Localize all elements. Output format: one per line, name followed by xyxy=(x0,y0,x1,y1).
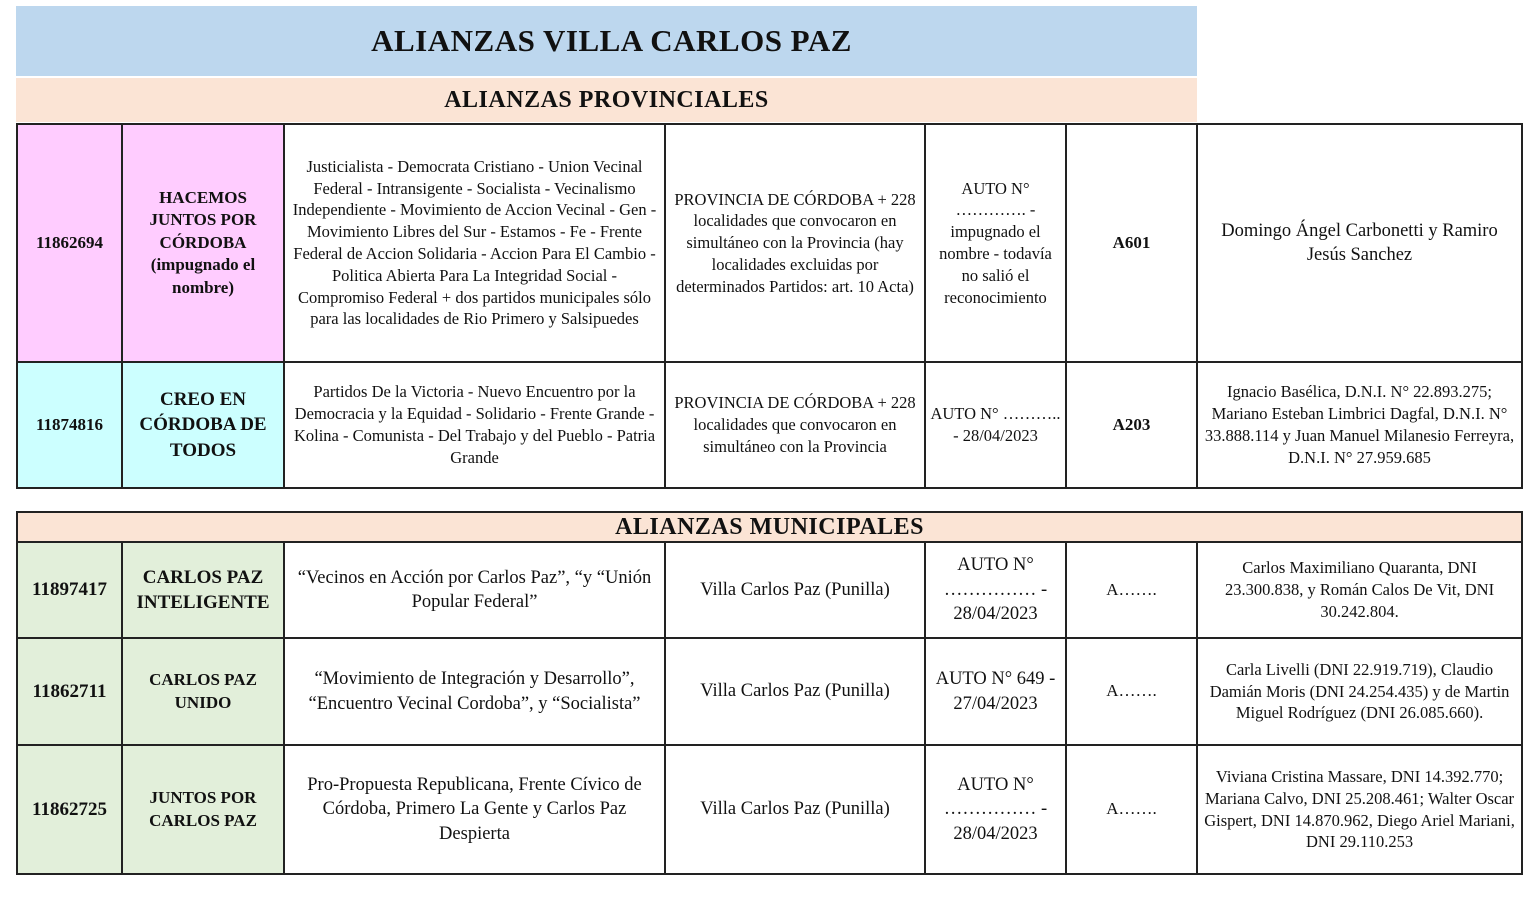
table-row xyxy=(17,542,1522,638)
document-title-band xyxy=(16,6,1197,76)
table-row xyxy=(17,362,1522,488)
alliance-code: A……. xyxy=(1066,542,1197,638)
alliance-auto: AUTO N° 649 - 27/04/2023 xyxy=(925,638,1066,745)
table-row xyxy=(17,638,1522,745)
alliance-parties: Justicialista - Democrata Cristiano - Union Vecinal Federal - Intransigente - Socialista - Vecinalismo Independiente - Movimiento de Accion Vecinal - Gen - Movimiento Libres del Sur - Estamos - Fe - Frente Federal de Accion Solidaria - Accion Para El Cambio - Politica Abierta Para La Integridad Social - Compromiso Federal + dos partidos municipales sólo para las localidades de Rio Primero y Salsipuedes xyxy=(284,124,665,362)
alliance-scope: Villa Carlos Paz (Punilla) xyxy=(665,638,925,745)
alliance-name: JUNTOS POR CARLOS PAZ xyxy=(122,745,284,874)
table-row xyxy=(17,745,1522,874)
provincial-alliances-table xyxy=(16,123,1523,489)
alliance-code: A203 xyxy=(1066,362,1197,488)
alliance-parties: “Vecinos en Acción por Carlos Paz”, “y “Unión Popular Federal” xyxy=(284,542,665,638)
table-row xyxy=(17,124,1522,362)
alliance-scope: Villa Carlos Paz (Punilla) xyxy=(665,542,925,638)
alliance-parties: “Movimiento de Integración y Desarrollo”, “Encuentro Vecinal Cordoba”, y “Socialista” xyxy=(284,638,665,745)
alliance-candidates: Carla Livelli (DNI 22.919.719), Claudio Damián Moris (DNI 24.254.435) y de Martin Miguel Rodríguez (DNI 26.085.660). xyxy=(1197,638,1522,745)
municipal-heading-row xyxy=(17,512,1522,542)
alliance-number: 11862711 xyxy=(17,638,122,745)
alliance-scope: PROVINCIA DE CÓRDOBA + 228 localidades que convocaron en simultáneo con la Provincia xyxy=(665,362,925,488)
alliance-candidates: Viviana Cristina Massare, DNI 14.392.770; Mariana Calvo, DNI 25.208.461; Walter Oscar Gispert, DNI 14.870.962, Diego Ariel Mariani, DNI 29.110.253 xyxy=(1197,745,1522,874)
alliance-parties: Partidos De la Victoria - Nuevo Encuentro por la Democracia y la Equidad - Solidario - Frente Grande - Kolina - Comunista - Del Trabajo y del Pueblo - Patria Grande xyxy=(284,362,665,488)
alliance-name: HACEMOS JUNTOS POR CÓRDOBA (impugnado el nombre) xyxy=(122,124,284,362)
provincial-heading-band xyxy=(16,78,1197,122)
alliance-candidates: Carlos Maximiliano Quaranta, DNI 23.300.838, y Román Calos De Vit, DNI 30.242.804. xyxy=(1197,542,1522,638)
alliance-number: 11897417 xyxy=(17,542,122,638)
alliance-name: CARLOS PAZ INTELIGENTE xyxy=(122,542,284,638)
alliance-code: A601 xyxy=(1066,124,1197,362)
alliance-number: 11874816 xyxy=(17,362,122,488)
alliance-name: CARLOS PAZ UNIDO xyxy=(122,638,284,745)
provincial-heading: ALIANZAS PROVINCIALES xyxy=(444,86,769,113)
document-title: ALIANZAS VILLA CARLOS PAZ xyxy=(371,23,852,58)
alliance-scope: PROVINCIA DE CÓRDOBA + 228 localidades que convocaron en simultáneo con la Provincia (hay localidades excluidas por determinados Partidos: art. 10 Acta) xyxy=(665,124,925,362)
municipal-heading: ALIANZAS MUNICIPALES xyxy=(17,512,1522,542)
alliance-candidates: Ignacio Basélica, D.N.I. N° 22.893.275; Mariano Esteban Limbrici Dagfal, D.N.I. N° 33.888.114 y Juan Manuel Milanesio Ferreyra, D.N.I. N° 27.959.685 xyxy=(1197,362,1522,488)
municipal-alliances-table xyxy=(16,511,1523,875)
alliance-number: 11862694 xyxy=(17,124,122,362)
alliance-code: A……. xyxy=(1066,638,1197,745)
alliance-code: A……. xyxy=(1066,745,1197,874)
alliance-auto: AUTO N° …………… - 28/04/2023 xyxy=(925,542,1066,638)
alliance-name: CREO EN CÓRDOBA DE TODOS xyxy=(122,362,284,488)
alliance-candidates: Domingo Ángel Carbonetti y Ramiro Jesús Sanchez xyxy=(1197,124,1522,362)
alliance-auto: AUTO N° …………… - 28/04/2023 xyxy=(925,745,1066,874)
alliance-auto: AUTO N° …………. - impugnado el nombre - todavía no salió el reconocimiento xyxy=(925,124,1066,362)
alliance-parties: Pro-Propuesta Republicana, Frente Cívico de Córdoba, Primero La Gente y Carlos Paz Despierta xyxy=(284,745,665,874)
alliance-number: 11862725 xyxy=(17,745,122,874)
alliance-auto: AUTO N° ……….. - 28/04/2023 xyxy=(925,362,1066,488)
alliance-scope: Villa Carlos Paz (Punilla) xyxy=(665,745,925,874)
